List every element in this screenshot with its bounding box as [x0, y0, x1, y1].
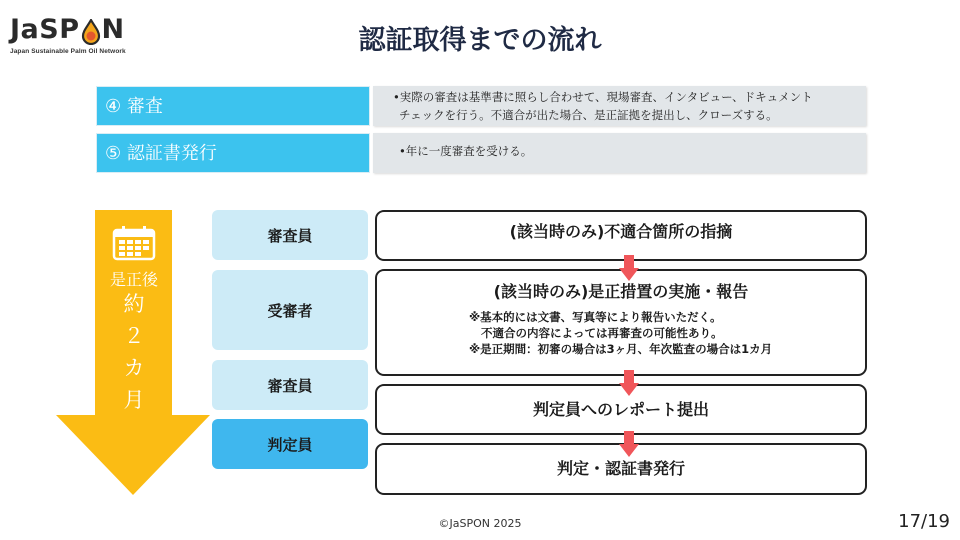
- step-audit-label: ④ 審査: [96, 86, 370, 126]
- action-judgment-certificate: 判定・認証書発行: [375, 443, 867, 495]
- corrective-note-2: 不適合の内容によっては再審査の可能性あり。: [481, 326, 723, 340]
- step-audit-row: [96, 86, 866, 126]
- timeline-duration-month: 月: [123, 388, 145, 412]
- page-title: 認証取得までの流れ: [358, 25, 602, 56]
- logo-text-sp: SP: [39, 14, 80, 45]
- action-nonconformity-notice: (該当時のみ)不適合箇所の指摘: [375, 210, 867, 261]
- step-certificate-desc-line1: •年に一度審査を受ける。: [399, 144, 533, 158]
- step-audit-desc: [373, 86, 866, 126]
- timeline-duration-number: ２: [123, 324, 145, 348]
- action-corrective-notes: [469, 309, 772, 357]
- step-audit-desc-line2: チェックを行う。不適合が出た場合、是正証拠を提出し、クローズする。: [399, 108, 778, 122]
- flow-down-arrow-icon: [619, 370, 639, 396]
- action-report-submission: 判定員へのレポート提出: [375, 384, 867, 435]
- calendar-icon: [112, 225, 156, 261]
- logo-tagline: Japan Sustainable Palm Oil Network: [10, 48, 126, 55]
- timeline-label-after-correction: 是正後: [109, 270, 158, 289]
- action-corrective-title: (該当時のみ)是正措置の実施・報告: [493, 282, 749, 301]
- timeline-duration: [96, 288, 172, 416]
- step-certificate-desc: [373, 133, 866, 173]
- flow-down-arrow-icon: [619, 431, 639, 457]
- copyright-footer: ©JaSPON 2025: [438, 517, 522, 530]
- role-auditee: 受審者: [212, 270, 368, 350]
- corrective-note-1: ※基本的には文書、写真等により報告いただく。: [469, 310, 722, 324]
- step-certificate-label: ⑤ 認証書発行: [96, 133, 370, 173]
- logo-text-n: N: [101, 14, 125, 45]
- corrective-note-3: ※是正期間：初審の場合は3ヶ月、年次監査の場合は1カ月: [469, 342, 773, 356]
- flow-down-arrow-icon: [619, 255, 639, 281]
- logo-text-ja: Ja: [10, 14, 40, 45]
- page-number: 17/19: [898, 511, 950, 532]
- step-audit-desc-line1: •実際の審査は基準書に照らし合わせて、現場審査、インタビュー、ドキュメント: [393, 90, 813, 104]
- role-auditor-2: 審査員: [212, 360, 368, 410]
- role-auditor-1: 審査員: [212, 210, 368, 260]
- action-corrective-measures: [375, 269, 867, 376]
- role-judge: 判定員: [212, 419, 368, 469]
- timeline-duration-ka: カ: [123, 356, 145, 380]
- step-certificate-row: [96, 133, 866, 173]
- timeline-duration-approx: 約: [123, 292, 145, 316]
